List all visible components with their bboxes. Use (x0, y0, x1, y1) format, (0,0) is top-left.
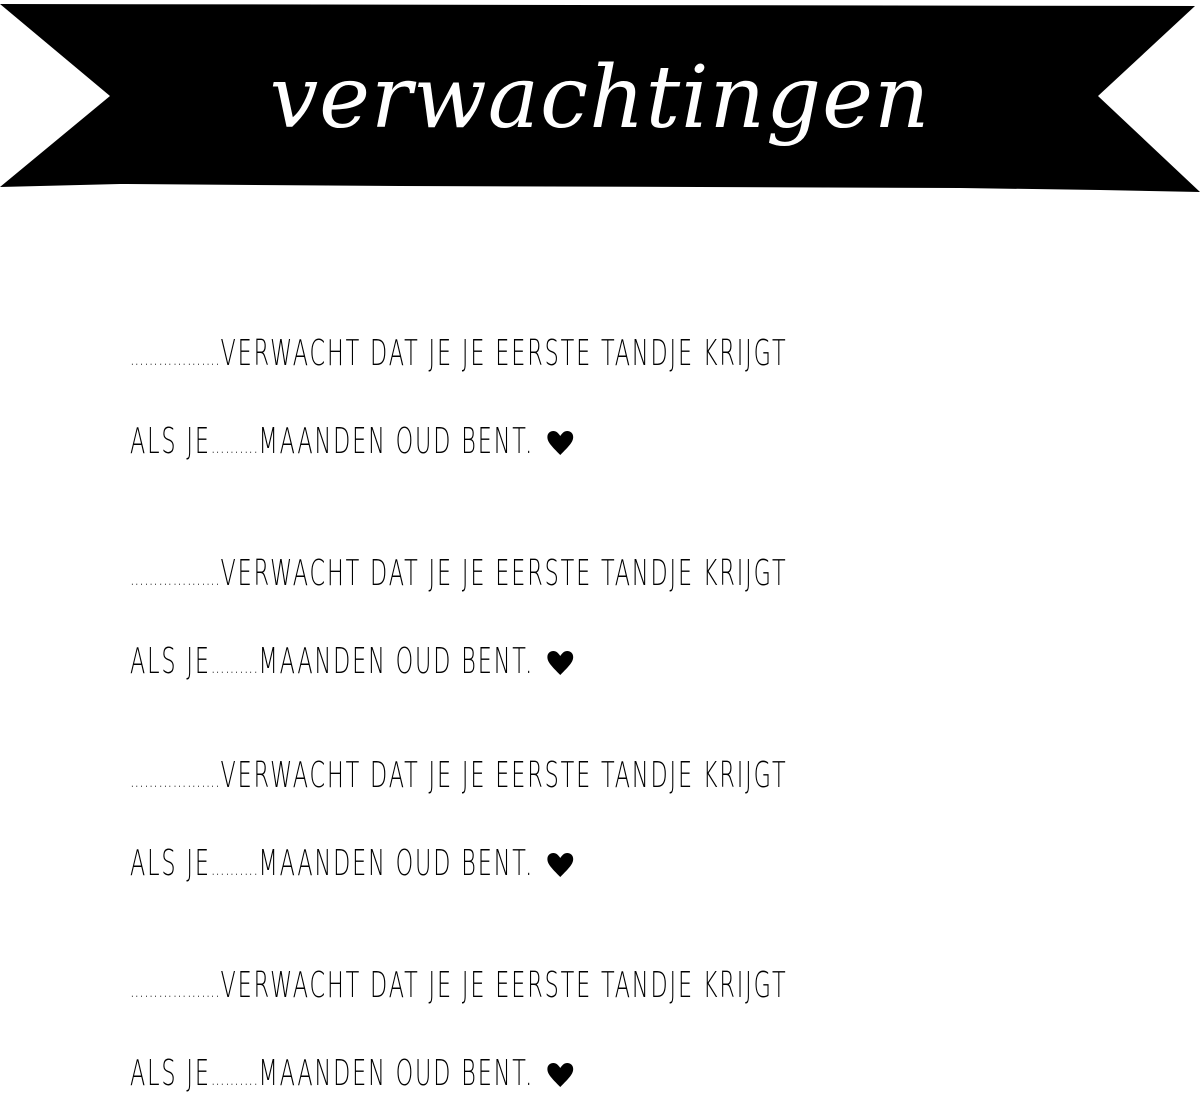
months-blank[interactable]: ………. (210, 434, 259, 459)
months-blank[interactable]: ………. (210, 654, 259, 679)
months-blank[interactable]: ………. (210, 1066, 259, 1091)
entry-text-1: VERWACHT DAT JE JE EERSTE TANDJE KRIJGT (220, 333, 788, 374)
name-blank[interactable]: ………………. (130, 768, 221, 793)
entry-line-2 (130, 1050, 564, 1103)
entry-line-1 (130, 962, 787, 1015)
page-title: verwachtingen (269, 48, 931, 148)
entry-prefix: ALS JE (130, 1053, 211, 1094)
heart-icon (545, 428, 575, 458)
entry-line-1 (130, 330, 787, 383)
entry-text-2: MAANDEN OUD BENT. (258, 641, 535, 682)
entry-text-2: MAANDEN OUD BENT. (258, 843, 535, 884)
entry-text-1: VERWACHT DAT JE JE EERSTE TANDJE KRIJGT (220, 965, 788, 1006)
heart-icon (545, 648, 575, 678)
name-blank[interactable]: ………………. (130, 978, 221, 1003)
entry-line-2 (130, 840, 564, 893)
heart-icon (545, 1060, 575, 1090)
entry-text-2: MAANDEN OUD BENT. (258, 1053, 535, 1094)
months-blank[interactable]: ………. (210, 856, 259, 881)
entry-text-1: VERWACHT DAT JE JE EERSTE TANDJE KRIJGT (220, 553, 788, 594)
entry-prefix: ALS JE (130, 421, 211, 462)
heart-icon (545, 850, 575, 880)
entry-prefix: ALS JE (130, 641, 211, 682)
entry-text-1: VERWACHT DAT JE JE EERSTE TANDJE KRIJGT (220, 755, 788, 796)
entry-prefix: ALS JE (130, 843, 211, 884)
name-blank[interactable]: ………………. (130, 346, 221, 371)
entry-line-2 (130, 638, 564, 691)
entry-line-1 (130, 550, 787, 603)
entry-line-1 (130, 752, 787, 805)
entry-line-2 (130, 418, 564, 471)
entry-text-2: MAANDEN OUD BENT. (258, 421, 535, 462)
name-blank[interactable]: ………………. (130, 566, 221, 591)
